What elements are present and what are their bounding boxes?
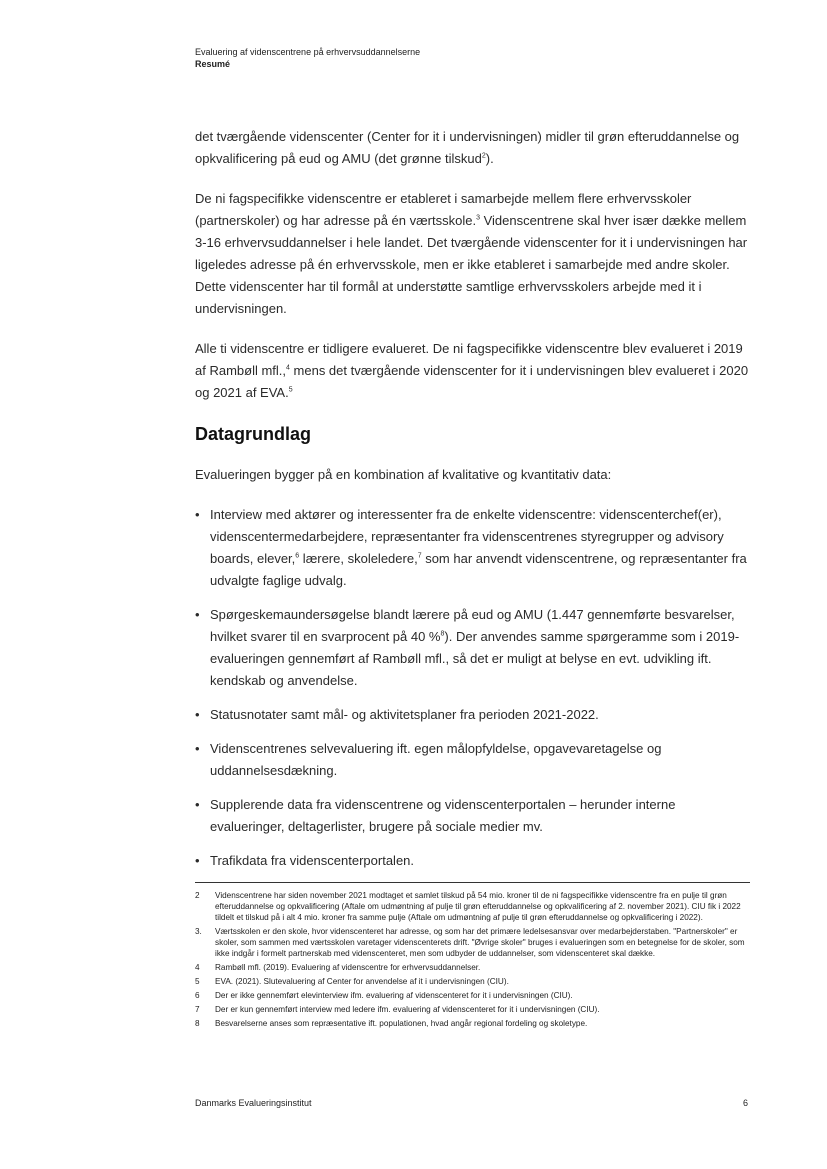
list-item [195, 794, 750, 838]
bullet-marker: • [195, 707, 200, 722]
bullet-marker: • [195, 741, 200, 756]
footnote-text: Værtsskolen er den skole, hvor videnscenteret har adresse, og som har det primære ledelsesansvar over medarbejderstaben. "Partnerskoler" er skoler, som sammen med værtsskolen varetager videnscenterets drift. "Øvrige skoler" bruges i evalueringen som en betegnelse for de skoler, som ikke indgår i formelt partnerskab med videnscenteret, men som udbyder de uddannelser, som videnscenteret skal dække. [215, 927, 745, 958]
footnote-number: 2 [195, 891, 200, 900]
footnote-text: EVA. (2021). Slutevaluering af Center for anvendelse af it i undervisningen (CIU). [215, 977, 509, 986]
header-title: Evaluering af videnscentrene på erhvervsuddannelserne [195, 47, 421, 57]
list-item [195, 738, 750, 782]
footnote-number: 4 [195, 963, 200, 972]
list-item-text: Videnscentrenes selvevaluering ift. egen målopfyldelse, opgavevaretagelse og uddannelsesdækning. [210, 741, 662, 778]
running-header [195, 46, 420, 70]
bullet-marker: • [195, 507, 200, 522]
list-item-text: som har anvendt videnscentrene, og repræsentanter fra udvalgte faglige udvalg. [210, 551, 747, 588]
footnote [195, 926, 750, 959]
footnote-number: 6 [195, 991, 200, 1000]
footnote [195, 890, 750, 923]
footnote [195, 962, 750, 973]
paragraph-green-funding [195, 126, 750, 170]
footnote-number: 7 [195, 1005, 200, 1014]
footnote-number: 3. [195, 927, 202, 936]
footnote-ref-2[interactable]: 2 [481, 152, 486, 160]
data-sources-list [195, 504, 750, 872]
paragraph-centres [195, 188, 750, 320]
bullet-marker: • [195, 607, 200, 622]
footnotes [195, 890, 750, 1032]
paragraph-text: Videnscentrene skal hver især dække mellem 3-16 erhvervsuddannelser i hele landet. Det tværgående videnscenter for it i undervisningen har ligeledes adresse på én erhvervsskole, men er ikke etableret i samarbejde med andre skoler. Dette videnscenter har til formål at understøtte samtlige erhvervsskolers arbejde med it i undervisningen. [195, 213, 748, 316]
footnote-text: Besvarelserne anses som repræsentative ift. populationen, hvad angår regional fordeling og skoletype. [215, 1019, 588, 1028]
list-item [195, 704, 750, 726]
paragraph-text: De ni fagspecifikke videnscentre er etableret i samarbejde mellem flere erhvervsskoler (partnerskoler) og har adresse på én værtsskole. [195, 191, 692, 228]
footer-organization: Danmarks Evalueringsinstitut [195, 1098, 312, 1108]
list-item-text: ). Der anvendes samme spørgeramme som i 2019-evalueringen gennemført af Rambøll mfl., så det er muligt at belyse en evt. udvikling ift. kendskab og anvendelse. [210, 629, 740, 688]
section-heading: Datagrundlag [195, 424, 312, 444]
footnote [195, 1004, 750, 1015]
paragraph-text: det tværgående videnscenter (Center for it i undervisningen) midler til grøn efteruddannelse og opkvalificering på eud og AMU (det grønne tilskud [195, 129, 740, 166]
body-text [195, 126, 750, 884]
footnote [195, 976, 750, 987]
footnote-text: Der er ikke gennemført elevinterview ifm. evaluering af videnscenteret for it i undervisningen (CIU). [215, 991, 573, 1000]
list-item-text: Interview med aktører og interessenter fra de enkelte videnscentre: videnscenterchef(er), videnscentermedarbejdere, repræsentanter fra videnscentrenes styregrupper og advisory boards, elever, [210, 507, 724, 566]
list-item [195, 604, 750, 692]
footnote-divider [195, 882, 750, 883]
footnote-ref-3[interactable]: 3 [476, 214, 480, 222]
footnote-number: 8 [195, 1019, 200, 1028]
footnote-number: 5 [195, 977, 200, 986]
footnote [195, 990, 750, 1001]
paragraph-previous-evaluations [195, 338, 750, 404]
footnote-ref-8[interactable]: 8 [440, 630, 445, 638]
paragraph-text: ). [485, 151, 494, 166]
bullet-marker: • [195, 797, 200, 812]
paragraph-text: mens det tværgående videnscenter for it i undervisningen blev evalueret i 2020 og 2021 af EVA. [195, 363, 749, 400]
bullet-marker: • [195, 853, 200, 868]
footnote-text: Rambøll mfl. (2019). Evaluering af videnscentre for erhvervsuddannelser. [215, 963, 481, 972]
section-intro: Evalueringen bygger på en kombination af kvalitative og kvantitativ data: [195, 467, 612, 482]
page-number: 6 [742, 1098, 748, 1108]
footnote-ref-4[interactable]: 4 [286, 364, 290, 372]
list-item [195, 504, 750, 592]
footnote [195, 1018, 750, 1029]
list-item-text: Statusnotater samt mål- og aktivitetsplaner fra perioden 2021-2022. [210, 707, 599, 722]
list-item-text: Supplerende data fra videnscentrene og videnscenterportalen – herunder interne evalueringer, deltagerlister, brugere på sociale medier mv. [210, 797, 676, 834]
footnote-text: Videnscentrene har siden november 2021 modtaget et samlet tilskud på 54 mio. kroner til de ni fagspecifikke videnscentre fra en pulje til grøn efteruddannelse og opkvalificering (Aftale om udmøntning af pulje til grøn efteruddannelse og opkvalificering af 2. november 2021). CIU fik i 2022 tildelt et tilskud på i alt 4 mio. kroner fra samme pulje (Aftale om udmøntning af pulje til grøn efteruddannelse og opkvalificering i 2022). [215, 891, 741, 922]
paragraph-text: Alle ti videnscentre er tidligere evalueret. De ni fagspecifikke videnscentre blev evalueret i 2019 af Rambøll mfl., [195, 341, 743, 378]
footnote-ref-7[interactable]: 7 [417, 552, 422, 560]
list-item [195, 850, 750, 872]
footnote-text: Der er kun gennemført interview med ledere ifm. evaluering af videnscenteret for it i undervisningen (CIU). [215, 1005, 600, 1014]
list-item-text: lærere, skoleledere, [299, 551, 418, 566]
list-item-text: Spørgeskemaundersøgelse blandt lærere på eud og AMU (1.447 gennemførte besvarelser, hvilket svarer til en svarprocent på 40 % [210, 607, 735, 644]
list-item-text: Trafikdata fra videnscenterportalen. [210, 853, 415, 868]
footnote-ref-6[interactable]: 6 [295, 552, 300, 560]
footnote-ref-5[interactable]: 5 [288, 386, 293, 394]
header-section: Resumé [195, 59, 231, 69]
page-footer [195, 1097, 750, 1109]
